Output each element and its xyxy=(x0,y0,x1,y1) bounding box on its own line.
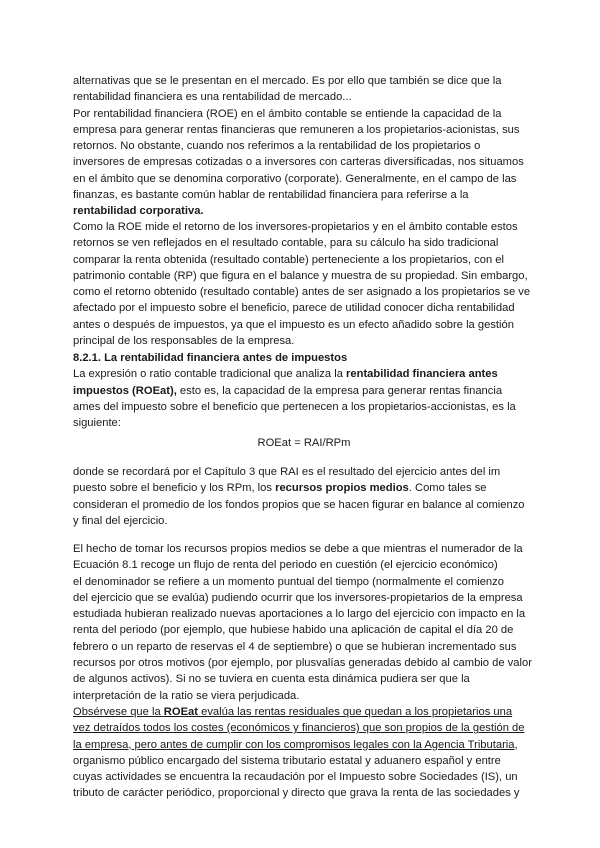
text-line: organismo público encargado del sistema tributario estatal y aduanero español y entre xyxy=(73,754,501,767)
text-line: afectado por el impuesto sobre el beneficio, parece de utilidad conocer dicha rentabilidad xyxy=(73,302,515,315)
text-line: interpretación de la ratio se viera perjudicada. xyxy=(73,689,300,702)
text-line xyxy=(73,383,535,399)
text-line: El hecho de tomar los recursos propios medios se debe a que mientras el numerador de la xyxy=(73,543,523,555)
text-line xyxy=(73,366,535,382)
text-line: retornos. No obstante, cuando nos referimos a la rentabilidad de los propietarios o xyxy=(73,140,481,153)
text-line xyxy=(73,480,535,496)
bold-term: impuestos (ROEat), xyxy=(73,384,177,397)
text-span: esto es, la capacidad de la empresa para generar rentas financia xyxy=(176,384,503,397)
text-line: del ejercicio que se evalúa) pudiendo ocurrir que los inversores-propietarios de la empresa xyxy=(73,591,523,604)
text-line: tributo de carácter periódico, proporcional y directo que grava la renta de las sociedades y xyxy=(73,787,520,800)
average-resources-paragraph xyxy=(73,541,535,704)
text-line: comparar la renta obtenida (resultado contable) perteneciente a los propietarios, con el xyxy=(73,253,504,266)
bold-term: ROEat xyxy=(163,706,198,718)
text-line: ames del impuesto sobre el beneficio que pertenecen a los propietarios-accionistas, es la xyxy=(73,400,516,413)
text-line: como el retorno obtenido (resultado contable) antes de ser asignado a los propietarios se ve xyxy=(73,286,531,299)
text-line: antes o después de impuestos, ya que el impuesto es un efecto añadido sobre la gestión xyxy=(73,318,514,331)
underlined-line xyxy=(73,704,535,720)
intro-paragraph xyxy=(73,73,535,106)
text-line: Ecuación 8.1 recoge un flujo de renta del periodo en cuestión (el ejercicio económico) xyxy=(73,559,498,572)
bold-term: rentabilidad financiera antes xyxy=(346,368,498,381)
text-line: y final del ejercicio. xyxy=(73,514,168,527)
text-span: puesto sobre el beneficio y los RPm, los xyxy=(73,482,276,495)
text-line: rentabilidad financiera es una rentabilidad de mercado... xyxy=(73,91,352,104)
observe-paragraph xyxy=(73,704,535,802)
text-span: . Como tales se xyxy=(408,482,487,495)
text-line: febrero o un reparto de reservas el 4 de septiembre) o que se hubieran incrementado sus xyxy=(73,640,517,653)
text-line: principal de los responsables de la empresa. xyxy=(73,335,295,348)
bold-term: recursos propios medios xyxy=(275,482,409,495)
roe-definition-paragraph xyxy=(73,106,535,220)
text-line: donde se recordará por el Capítulo 3 que RAI es el resultado del ejercicio antes del im xyxy=(73,466,501,478)
text-line: finanzas, es bastante común hablar de rentabilidad financiera para referirse a la xyxy=(73,189,469,202)
text-line: Por rentabilidad financiera (ROE) en el ámbito contable se entiende la capacidad de la xyxy=(73,107,502,120)
text-line: retornos se ven reflejados en el resultado contable, para su cálculo ha sido tradicional xyxy=(73,237,499,250)
text-line: inversores de empresas cotizadas o a inversores con carteras diversificadas, nos situamos xyxy=(73,156,524,169)
section-heading: 8.2.1. La rentabilidad financiera antes de impuestos xyxy=(73,352,348,364)
text-line: en el ámbito que se denomina corporativo (corporate). Generalmente, en el campo de las xyxy=(73,172,517,185)
roe-measure-paragraph xyxy=(73,219,535,349)
text-span: evalúa las rentas residuales que quedan a los propietarios una xyxy=(198,706,513,718)
text-line: recursos por otros motivos (por ejemplo, por plusvalías generadas debido al cambio de valor xyxy=(73,657,532,670)
formula xyxy=(73,435,535,451)
text-line: el denominador se refiere a un momento puntual del tiempo (normalmente el comienzo xyxy=(73,575,504,588)
text-span: Obsérvese que la xyxy=(73,706,164,718)
text-line: alternativas que se le presentan en el mercado. Es por ello que también se dice que la xyxy=(73,75,502,87)
underlined-line: vez detraídos todos los costes (económicos y financieros) que son propios de la gestión de xyxy=(73,722,525,735)
text-line: empresa para generar rentas financieras que remuneren a los propietarios-acionistas, sus xyxy=(73,123,520,136)
text-line: consideran el promedio de los fondos propios que se hacen figurar en balance al comienzo xyxy=(73,498,525,511)
bold-term: rentabilidad corporativa. xyxy=(73,205,204,218)
after-formula-paragraph xyxy=(73,464,535,529)
text-line: de algunos activos). Si no se tuviera en cuenta esta dinámica pudiera ser que la xyxy=(73,673,470,686)
text-line: siguiente: xyxy=(73,417,121,430)
text-line: patrimonio contable (RP) que figura en el balance y muestra de su propiedad. Sin embargo, xyxy=(73,269,528,282)
text-line: cuyas actividades se encuentra la recaudación por el Impuesto sobre Sociedades (IS), un xyxy=(73,771,518,784)
text-span: La expresión o ratio contable tradicional que analiza la xyxy=(73,368,343,381)
text-line: Como la ROE mide el retorno de los inversores-propietarios y en el ámbito contable estos xyxy=(73,221,518,233)
underlined-line: la empresa, pero antes de cumplir con los compromisos legales con la Agencia Tributaria, xyxy=(73,738,518,751)
text-line: renta del periodo (por ejemplo, que hubiese habido una aplicación de capital el día 20 de xyxy=(73,624,514,637)
text-line: estudiada hubieran realizado nuevas aportaciones a lo largo del ejercicio con impacto en la xyxy=(73,608,526,621)
section-8-2-1 xyxy=(73,350,535,431)
formula-text: ROEat = RAI/RPm xyxy=(257,437,351,449)
